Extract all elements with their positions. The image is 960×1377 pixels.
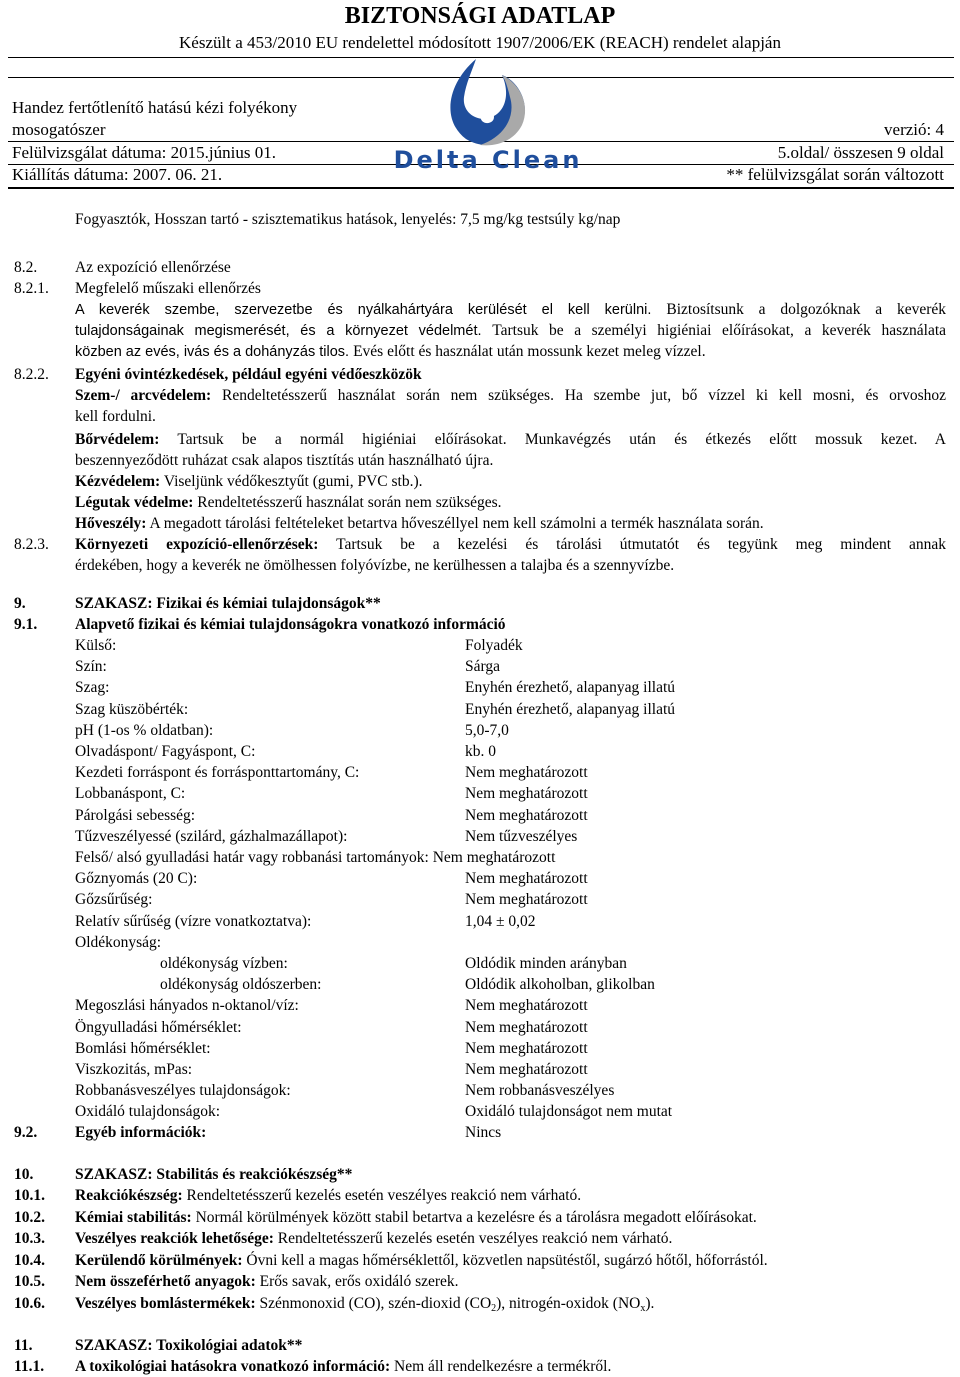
product-name-line2: mosogatószer [12,120,106,139]
property-value: Oldódik minden arányban [465,955,627,972]
revision-date: Felülvizsgálat dátuma: 2015.június 01. [12,143,276,162]
property-name: Tűzveszélyessé (szilárd, gázhalmazállapot): [75,827,348,845]
property-value: Nem meghatározott [465,1061,588,1078]
property-name: oldékonyság vízben: [160,955,288,972]
property-name: Öngyulladási hőmérséklet: [75,1018,242,1036]
version-label: verzió: 4 [884,120,944,139]
page-counter: 5.oldal/ összesen 9 oldal [777,143,944,162]
property-name: Gőznyomás (20 C): [75,870,198,888]
item-number: 10.5. [14,1273,45,1291]
property-name: Külső: [75,637,117,654]
property-value: Nem robbanásveszélyes [465,1082,615,1100]
property-value: Folyadék [465,637,523,654]
property-value: Enyhén érezhető, alapanyag illatú [465,700,676,718]
product-name-line1: Handez fertőtlenítő hatású kézi folyékony [12,98,298,117]
revision-note: ** felülvizsgálat során változott [726,165,944,184]
property-value: Nem meghatározott [465,785,588,803]
property-value: Nem meghatározott [465,1039,588,1057]
property-name: Kezdeti forráspont és forrásponttartomány, C: [75,764,360,782]
issue-date: Kiállítás dátuma: 2007. 06. 21. [12,165,223,184]
property-name: Viszkozitás, mPas: [75,1061,193,1078]
item-number: 10.3. [14,1230,45,1248]
property-name: Szag: [75,679,110,697]
property-name: Szag küszöbérték: [75,700,189,718]
property-name: Bomlási hőmérséklet: [75,1039,211,1057]
item-text: Kémiai stabilitás: Normál körülmények között stabil betartva a kezelésre és a tárolásra megadott előírásokat. [75,1208,757,1226]
property-name: Felső/ alsó gyulladási határ vagy robbanási tartományok: Nem meghatározott [75,849,556,866]
property-value: Nem meghatározott [465,891,588,909]
property-value: 1,04 ± 0,02 [465,912,536,930]
property-name: Megoszlási hányados n-oktanol/víz: [75,997,299,1015]
property-value: Nem meghatározott [465,806,588,824]
property-name: oldékonyság oldószerben: [160,976,322,994]
property-value: Oldódik alkoholban, glikolban [465,976,655,994]
property-value: Nem meghatározott [465,870,588,888]
item-number: 10.1. [14,1187,45,1204]
property-value: Nem meghatározott [465,764,588,782]
property-name: pH (1-os % oldatban): [75,721,214,739]
property-name: Szín: [75,658,107,676]
property-name: Relatív sűrűség (vízre vonatkoztatva): [75,912,312,930]
logo-wordmark: Delta Clean [393,146,583,174]
property-name: Robbanásveszélyes tulajdonságok: [75,1082,291,1100]
property-value: Nem meghatározott [465,997,588,1015]
document-title: BIZTONSÁGI ADATLAP [344,3,616,29]
item-number: 10.2. [14,1208,45,1226]
header-bottom-rule [8,187,954,189]
property-value: 5,0-7,0 [465,721,509,739]
property-value: Enyhén érezhető, alapanyag illatú [465,679,676,697]
delta-clean-logo [393,55,583,174]
property-name: Párolgási sebesség: [75,806,196,824]
item-text: Nem összeférhető anyagok: Erős savak, erős oxidáló szerek. [75,1273,459,1291]
property-name: Lobbanáspont, C: [75,785,186,803]
property-value: Sárga [465,658,501,676]
property-name: Gőzsűrűség: [75,891,153,909]
property-value: kb. 0 [465,743,496,760]
property-name: Oldékonyság: [75,933,162,951]
item-text: Reakciókészség: Rendeltetésszerű kezelés esetén veszélyes reakció nem várható. [75,1187,582,1204]
item-text: Kerülendő körülmények: Óvni kell a magas hőmérséklettől, közvetlen napsütéstől, sugárzó hőtől, hőforrástól. [75,1251,768,1269]
property-value: Nem meghatározott [465,1018,588,1036]
property-name: Oxidáló tulajdonságok: [75,1103,221,1121]
item-number: 10.4. [14,1251,45,1269]
property-value: Oxidáló tulajdonságot nem mutat [465,1103,673,1121]
property-name: Olvadáspont/ Fagyáspont, C: [75,743,256,760]
property-value: Nem tűzveszélyes [465,827,578,845]
regulation-subtitle: Készült a 453/2010 EU rendelettel módosított 1907/2006/EK (REACH) rendelet alapján [179,33,781,52]
item-text: Veszélyes reakciók lehetősége: Rendeltetésszerű kezelés esetén veszélyes reakció nem várható. [75,1230,673,1248]
